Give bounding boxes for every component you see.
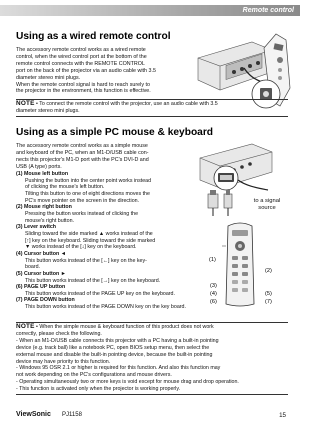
- note-text: device (e.g. track ball) like a notebook PC, open BIOS setup menu, then select the: [16, 344, 210, 351]
- note-text: - This function is activated only when the projector is working properly.: [16, 386, 181, 393]
- note-label: NOTE: [16, 100, 35, 107]
- section-heading-pc-mouse: Using as a simple PC mouse & keyboard: [16, 127, 214, 138]
- list-item-title: (3) Lever switch: [16, 224, 57, 231]
- signal-source-label-line: source: [258, 204, 276, 211]
- text-line: The accessory remote control works as a wired remote: [16, 47, 146, 53]
- button-function-list: [16, 171, 186, 311]
- section1-paragraph: [16, 47, 156, 95]
- signal-source-label-line: to a signal: [253, 198, 281, 204]
- callout-6: (6): [210, 299, 217, 305]
- list-item-title: (6) PAGE UP button: [16, 284, 66, 291]
- cable-connectors-illustration: [206, 188, 242, 218]
- callout-1: (1): [209, 257, 216, 263]
- note-text: not work depending on the PC's configurations and mouse drivers.: [16, 372, 172, 379]
- signal-source-label: [242, 198, 292, 211]
- note-box-wired: [16, 99, 288, 117]
- list-item-desc: PC's move pointer on the screen in the direction.: [25, 197, 140, 204]
- list-item-desc: Sliding toward the side marked ▲ works instead of the: [25, 230, 153, 237]
- text-line: USB (A type) ports.: [16, 163, 62, 170]
- note-text: external mouse and disable the built-in pointing device, because the built-in pointing: [16, 351, 213, 358]
- list-item-title: (5) Cursor button ►: [16, 270, 66, 277]
- list-item: [16, 171, 186, 204]
- note-label: NOTE: [16, 323, 35, 330]
- list-item-title: (1) Mouse left button: [16, 171, 69, 177]
- list-item-desc: Tilting this button to one of eight directions moves the: [25, 190, 150, 197]
- list-item-title: (4) Cursor button ◄: [16, 250, 66, 257]
- list-item: [16, 284, 186, 297]
- list-item: [16, 224, 186, 251]
- text-line: diameter stereo mini plugs.: [16, 74, 81, 81]
- callout-2: (2): [265, 268, 272, 274]
- list-item-title: (7) PAGE DOWN button: [16, 297, 75, 304]
- list-item: [16, 297, 186, 310]
- text-line: and keyboard of the PC, when an M1-D/USB cable con-: [16, 149, 149, 156]
- list-item-desc: Pressing the button works instead of clicking the: [25, 210, 139, 217]
- note-text: - Operating simultaneously two or more keys is void except for mouse drag and drop operation.: [16, 379, 239, 386]
- note-box-mouse-keyboard: [16, 322, 288, 395]
- text-line: remote control connects with the REMOTE CONTROL: [16, 60, 145, 67]
- note-text: - Windows 95 OSR 2.1 or higher is required for this function. And also this function may: [16, 365, 221, 372]
- text-line: port on the back of the projector via an audio cable with 3.5: [16, 67, 156, 74]
- list-item-desc: board.: [25, 264, 41, 271]
- list-item-desc: This button works instead of the PAGE UP key on the keyboard.: [25, 290, 175, 297]
- list-item-desc: [↑] key on the keyboard. Sliding toward the side marked: [25, 237, 156, 244]
- text-line: nects this projector's M1-D port with the PC's DVI-D and: [16, 156, 149, 163]
- note-text: • When the simple mouse & keyboard function of this product does not work: [36, 324, 214, 330]
- section-heading-wired-remote: Using as a wired remote control: [16, 31, 171, 42]
- list-item-title: (2) Mouse right button: [16, 204, 72, 211]
- callout-3: (3): [210, 283, 217, 289]
- page-number: 15: [279, 412, 286, 419]
- list-item-desc: ▼ works instead of the [↓] key on the keyboard.: [25, 244, 137, 251]
- page-section-title: Remote control: [242, 7, 294, 14]
- section2-paragraph: [16, 143, 149, 171]
- footer-model: PJ1158: [62, 412, 82, 418]
- list-item-desc: Pushing the button into the center point works instead: [25, 177, 152, 184]
- callout-4: (4): [210, 291, 217, 297]
- list-item-desc: of clicking the mouse's left button.: [25, 184, 105, 191]
- note-text: • To connect the remote control with the projector, use an audio cable with 3.5: [36, 101, 218, 107]
- list-item-desc: This button works instead of the [←] key on the key-: [25, 257, 147, 264]
- callout-7: (7): [265, 299, 272, 305]
- list-item: [16, 251, 186, 271]
- text-line: control, when the wired control port at the bottom of the: [16, 53, 147, 60]
- text-line: the projector in the environment, this function is effective.: [16, 88, 151, 95]
- list-item: [16, 204, 186, 224]
- remote-control-illustration: [222, 220, 258, 308]
- note-text: device may have priority to this function.: [16, 358, 111, 365]
- text-line: The accessory remote control works as a simple mouse: [16, 143, 148, 149]
- list-item-desc: This button works instead of the PAGE DOWN key on the key board.: [25, 304, 186, 311]
- list-item-desc: mouse's right button.: [25, 217, 75, 224]
- text-line: When the remote control signal is hard to reach surely to: [16, 81, 150, 88]
- footer-brand: ViewSonic: [16, 411, 51, 418]
- callout-5: (5): [265, 291, 272, 297]
- note-text: diameter stereo mini plugs.: [16, 107, 80, 114]
- note-text: correctly, please check the following.: [16, 330, 102, 337]
- list-item-desc: This button works instead of the [→] key on the keyboard.: [25, 277, 161, 284]
- note-text: - When an M1-D/USB cable connects this projector with a PC having a built-in pointing: [16, 337, 219, 344]
- list-item: [16, 271, 186, 284]
- projector-pc-connection-illustration: [196, 136, 296, 196]
